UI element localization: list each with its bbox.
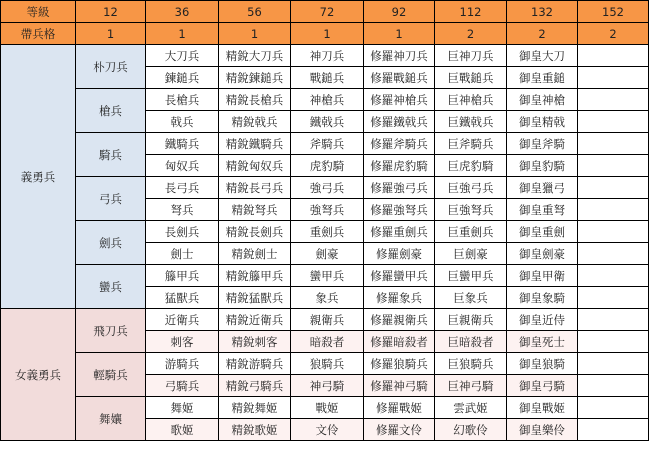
- unit-cell: 御皇甲衛: [507, 265, 578, 287]
- unit-cell: 虎豹騎: [291, 155, 364, 177]
- empty-cell: [578, 287, 649, 309]
- unit-cell: 修羅虎豹騎: [364, 155, 435, 177]
- unit-table-body: [1, 1, 649, 441]
- unit-cell: 巨神刀兵: [435, 45, 507, 67]
- empty-cell: [578, 309, 649, 331]
- unit-cell: 戟兵: [146, 111, 219, 133]
- unit-cell: 巨重劍兵: [435, 221, 507, 243]
- table-row: [1, 177, 649, 199]
- unit-cell: 長弓兵: [146, 177, 219, 199]
- unit-cell: 御皇死士: [507, 331, 578, 353]
- empty-cell: [578, 221, 649, 243]
- slots-cell: 1: [291, 23, 364, 45]
- slots-row: [1, 23, 649, 45]
- unit-cell: 修羅蠻甲兵: [364, 265, 435, 287]
- unit-cell: 蠻甲兵: [291, 265, 364, 287]
- unit-cell: 御皇近侍: [507, 309, 578, 331]
- category-name: 輕騎兵: [76, 353, 146, 397]
- slots-cell: 1: [146, 23, 219, 45]
- unit-cell: 強弩兵: [291, 199, 364, 221]
- unit-cell: 長劍兵: [146, 221, 219, 243]
- unit-cell: 御皇獵弓: [507, 177, 578, 199]
- unit-cell: 御皇樂伶: [507, 419, 578, 441]
- unit-cell: 大刀兵: [146, 45, 219, 67]
- unit-cell: 長槍兵: [146, 89, 219, 111]
- category-name: 弓兵: [76, 177, 146, 221]
- category-name: 騎兵: [76, 133, 146, 177]
- unit-cell: 精銳鍊鎚兵: [219, 67, 291, 89]
- unit-cell: 御皇重鎚: [507, 67, 578, 89]
- table-row: [1, 89, 649, 111]
- unit-cell: 御皇弓騎: [507, 375, 578, 397]
- unit-cell: 修羅強弓兵: [364, 177, 435, 199]
- unit-cell: 巨神弓騎: [435, 375, 507, 397]
- slots-cell: 1: [364, 23, 435, 45]
- unit-cell: 修羅戰姬: [364, 397, 435, 419]
- unit-cell: 修羅鐵戟兵: [364, 111, 435, 133]
- slots-cell: 2: [507, 23, 578, 45]
- unit-cell: 修羅強弩兵: [364, 199, 435, 221]
- unit-cell: 籐甲兵: [146, 265, 219, 287]
- table-row: [1, 133, 649, 155]
- unit-cell: 重劍兵: [291, 221, 364, 243]
- unit-cell: 御皇象騎: [507, 287, 578, 309]
- unit-cell: 象兵: [291, 287, 364, 309]
- unit-cell: 精銳刺客: [219, 331, 291, 353]
- level-label: 等級: [1, 1, 76, 23]
- unit-cell: 巨親衛兵: [435, 309, 507, 331]
- unit-cell: 精銳弩兵: [219, 199, 291, 221]
- empty-cell: [578, 111, 649, 133]
- group-name: 義勇兵: [1, 45, 76, 309]
- unit-cell: 劍士: [146, 243, 219, 265]
- unit-cell: 精銳近衛兵: [219, 309, 291, 331]
- unit-cell: 歌姬: [146, 419, 219, 441]
- unit-cell: 精銳鐵騎兵: [219, 133, 291, 155]
- table-row: [1, 397, 649, 419]
- unit-cell: 修羅劍豪: [364, 243, 435, 265]
- category-name: 舞孃: [76, 397, 146, 441]
- unit-cell: 巨鐵戟兵: [435, 111, 507, 133]
- level-row: [1, 1, 649, 23]
- unit-cell: 近衛兵: [146, 309, 219, 331]
- unit-cell: 修羅象兵: [364, 287, 435, 309]
- unit-cell: 狼騎兵: [291, 353, 364, 375]
- unit-cell: 刺客: [146, 331, 219, 353]
- group-name: 女義勇兵: [1, 309, 76, 441]
- unit-cell: 精銳弓騎兵: [219, 375, 291, 397]
- level-cell: 72: [291, 1, 364, 23]
- empty-cell: [578, 155, 649, 177]
- level-cell: 152: [578, 1, 649, 23]
- unit-cell: 御皇神槍: [507, 89, 578, 111]
- empty-cell: [578, 353, 649, 375]
- category-name: 劍兵: [76, 221, 146, 265]
- unit-cell: 御皇斧騎: [507, 133, 578, 155]
- empty-cell: [578, 199, 649, 221]
- unit-cell: 匈奴兵: [146, 155, 219, 177]
- unit-cell: 巨蠻甲兵: [435, 265, 507, 287]
- table-row: [1, 353, 649, 375]
- unit-cell: 御皇劍豪: [507, 243, 578, 265]
- unit-cell: 鍊鎚兵: [146, 67, 219, 89]
- unit-cell: 修羅斧騎兵: [364, 133, 435, 155]
- unit-cell: 御皇戰姬: [507, 397, 578, 419]
- unit-cell: 強弓兵: [291, 177, 364, 199]
- unit-cell: 鐵騎兵: [146, 133, 219, 155]
- slots-cell: 1: [76, 23, 146, 45]
- empty-cell: [578, 419, 649, 441]
- unit-cell: 巨強弩兵: [435, 199, 507, 221]
- unit-cell: 御皇重劍: [507, 221, 578, 243]
- unit-cell: 修羅神弓騎: [364, 375, 435, 397]
- unit-cell: 精銳長槍兵: [219, 89, 291, 111]
- unit-cell: 巨劍豪: [435, 243, 507, 265]
- unit-cell: 精銳匈奴兵: [219, 155, 291, 177]
- unit-cell: 精銳游騎兵: [219, 353, 291, 375]
- unit-cell: 巨暗殺者: [435, 331, 507, 353]
- unit-cell: 巨強弓兵: [435, 177, 507, 199]
- level-cell: 132: [507, 1, 578, 23]
- unit-cell: 精銳大刀兵: [219, 45, 291, 67]
- unit-cell: 精銳長弓兵: [219, 177, 291, 199]
- category-name: 蠻兵: [76, 265, 146, 309]
- empty-cell: [578, 265, 649, 287]
- slots-cell: 2: [435, 23, 507, 45]
- empty-cell: [578, 89, 649, 111]
- unit-cell: 巨戰鎚兵: [435, 67, 507, 89]
- unit-cell: 精銳歌姬: [219, 419, 291, 441]
- unit-cell: 精銳籐甲兵: [219, 265, 291, 287]
- unit-cell: 御皇重弩: [507, 199, 578, 221]
- unit-cell: 精銳劍士: [219, 243, 291, 265]
- unit-cell: 精銳猛獸兵: [219, 287, 291, 309]
- table-row: [1, 45, 649, 67]
- empty-cell: [578, 375, 649, 397]
- level-cell: 56: [219, 1, 291, 23]
- unit-cell: 精銳長劍兵: [219, 221, 291, 243]
- slots-cell: 2: [578, 23, 649, 45]
- table-row: [1, 309, 649, 331]
- unit-cell: 舞姬: [146, 397, 219, 419]
- unit-cell: 巨神槍兵: [435, 89, 507, 111]
- unit-cell: 戰姬: [291, 397, 364, 419]
- level-cell: 12: [76, 1, 146, 23]
- empty-cell: [578, 133, 649, 155]
- unit-cell: 游騎兵: [146, 353, 219, 375]
- category-name: 飛刀兵: [76, 309, 146, 353]
- level-cell: 92: [364, 1, 435, 23]
- unit-cell: 修羅神刀兵: [364, 45, 435, 67]
- unit-cell: 巨狼騎兵: [435, 353, 507, 375]
- category-name: 槍兵: [76, 89, 146, 133]
- unit-cell: 御皇豹騎: [507, 155, 578, 177]
- unit-cell: 巨斧騎兵: [435, 133, 507, 155]
- unit-cell: 弩兵: [146, 199, 219, 221]
- empty-cell: [578, 177, 649, 199]
- unit-cell: 親衛兵: [291, 309, 364, 331]
- unit-cell: 御皇大刀: [507, 45, 578, 67]
- unit-cell: 修羅暗殺者: [364, 331, 435, 353]
- unit-cell: 御皇狼騎: [507, 353, 578, 375]
- unit-cell: 巨象兵: [435, 287, 507, 309]
- unit-cell: 文伶: [291, 419, 364, 441]
- unit-cell: 修羅重劍兵: [364, 221, 435, 243]
- unit-cell: 修羅戰鎚兵: [364, 67, 435, 89]
- unit-cell: 幻歌伶: [435, 419, 507, 441]
- unit-cell: 弓騎兵: [146, 375, 219, 397]
- unit-cell: 斧騎兵: [291, 133, 364, 155]
- category-name: 朴刀兵: [76, 45, 146, 89]
- unit-cell: 巨虎豹騎: [435, 155, 507, 177]
- unit-cell: 猛獸兵: [146, 287, 219, 309]
- unit-cell: 鐵戟兵: [291, 111, 364, 133]
- empty-cell: [578, 397, 649, 419]
- unit-cell: 修羅狼騎兵: [364, 353, 435, 375]
- level-cell: 36: [146, 1, 219, 23]
- unit-cell: 雲武姬: [435, 397, 507, 419]
- unit-cell: 修羅神槍兵: [364, 89, 435, 111]
- level-cell: 112: [435, 1, 507, 23]
- slots-cell: 1: [219, 23, 291, 45]
- slots-label: 帶兵格: [1, 23, 76, 45]
- unit-cell: 暗殺者: [291, 331, 364, 353]
- unit-cell: 御皇精戟: [507, 111, 578, 133]
- unit-cell: 精銳戟兵: [219, 111, 291, 133]
- unit-cell: 神刀兵: [291, 45, 364, 67]
- table-row: [1, 221, 649, 243]
- empty-cell: [578, 45, 649, 67]
- unit-cell: 精銳舞姬: [219, 397, 291, 419]
- unit-cell: 戰鎚兵: [291, 67, 364, 89]
- unit-cell: 修羅親衛兵: [364, 309, 435, 331]
- unit-cell: 劍豪: [291, 243, 364, 265]
- unit-cell: 神槍兵: [291, 89, 364, 111]
- unit-cell: 修羅文伶: [364, 419, 435, 441]
- empty-cell: [578, 243, 649, 265]
- empty-cell: [578, 67, 649, 89]
- unit-cell: 神弓騎: [291, 375, 364, 397]
- table-row: [1, 265, 649, 287]
- empty-cell: [578, 331, 649, 353]
